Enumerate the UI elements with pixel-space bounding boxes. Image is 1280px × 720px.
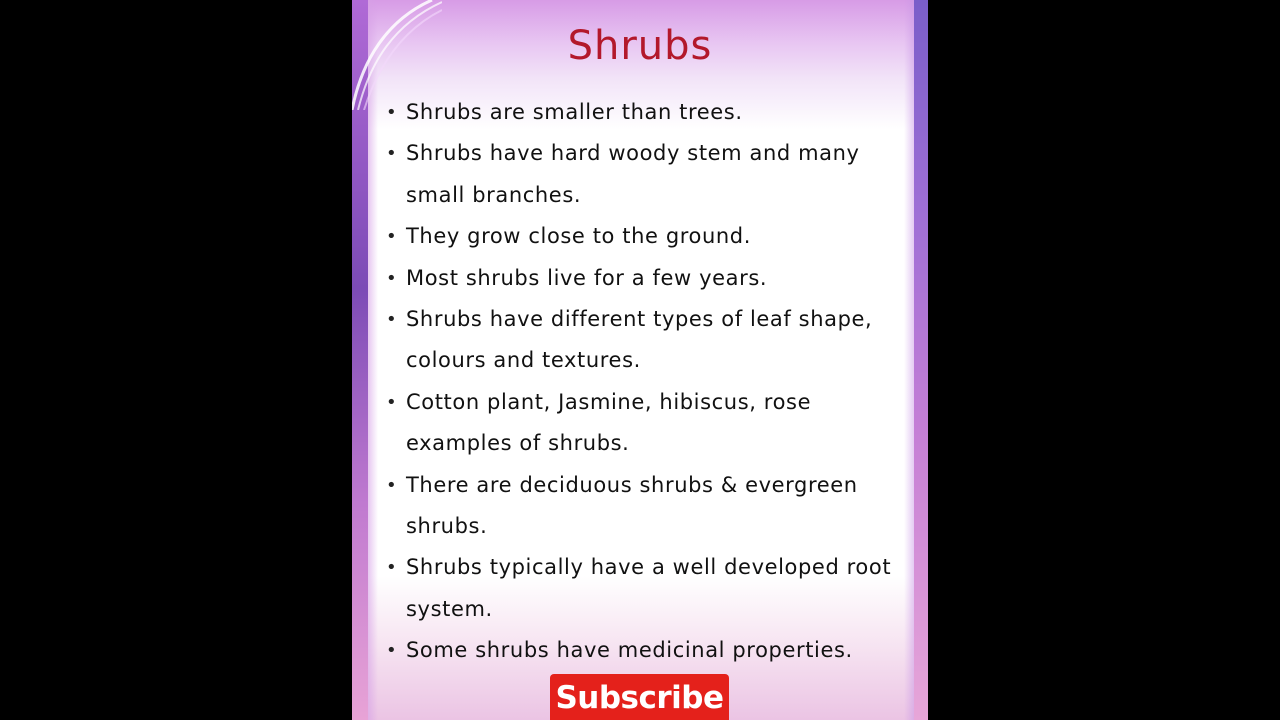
bullet-icon: •	[386, 226, 398, 248]
bullet-item	[386, 299, 916, 382]
bullet-icon: •	[386, 391, 398, 413]
bullet-text: Some shrubs have medicinal properties.	[406, 638, 853, 663]
bullet-item	[386, 258, 916, 299]
bullet-text: Shrubs have different types of leaf shape, colours and textures.	[406, 307, 873, 373]
bullet-text: Shrubs typically have a well developed root system.	[406, 555, 892, 621]
subscribe-button[interactable]: Subscribe	[550, 674, 729, 720]
bullet-item	[386, 630, 916, 671]
bullet-icon: •	[386, 102, 398, 123]
bullet-icon: •	[386, 640, 398, 662]
bullet-item	[386, 547, 916, 630]
bullet-list	[386, 92, 916, 672]
bullet-item	[386, 133, 916, 216]
bullet-text: Cotton plant, Jasmine, hibiscus, rose examples of shrubs.	[406, 389, 812, 456]
bullet-text: They grow close to the ground.	[406, 224, 751, 249]
bullet-item	[386, 382, 916, 465]
bullet-icon: •	[386, 143, 398, 165]
bullet-text: There are deciduous shrubs & evergreen shrubs.	[406, 472, 858, 539]
bullet-icon: •	[386, 267, 398, 289]
bullet-icon: •	[386, 309, 398, 331]
bullet-text: Shrubs have hard woody stem and many small branches.	[406, 141, 860, 207]
bullet-text: Shrubs are smaller than trees.	[406, 100, 743, 124]
slide-panel	[352, 0, 928, 720]
bullet-item	[386, 465, 916, 548]
bullet-item	[386, 92, 916, 133]
right-decorative-border	[914, 0, 928, 720]
bullet-icon: •	[386, 474, 398, 496]
bullet-icon: •	[386, 557, 398, 579]
slide-title: Shrubs	[567, 23, 713, 69]
bullet-item	[386, 216, 916, 257]
bullet-text: Most shrubs live for a few years.	[406, 265, 768, 290]
